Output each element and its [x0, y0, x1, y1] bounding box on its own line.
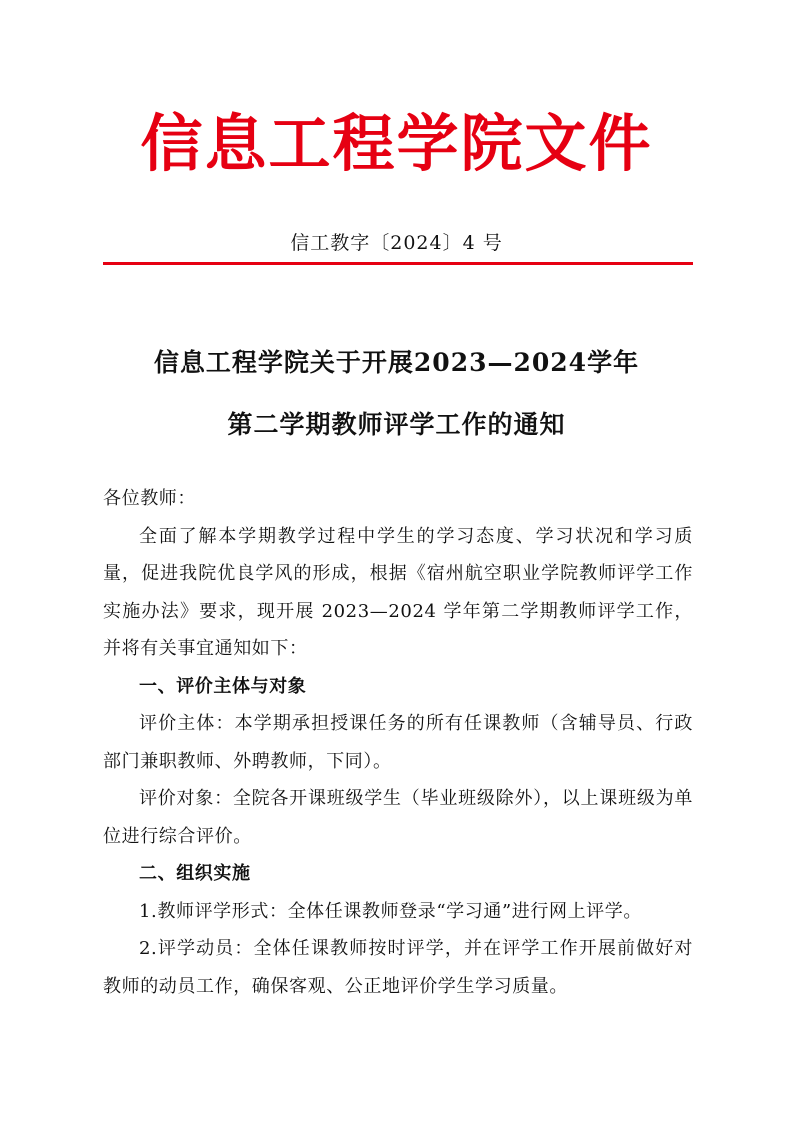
- red-divider-line: [103, 262, 693, 265]
- section-1-paragraph-2: 评价对象：全院各开课班级学生（毕业班级除外），以上课班级为单位进行综合评价。: [103, 788, 693, 847]
- intro-paragraph: 全面了解本学期教学过程中学生的学习态度、学习状况和学习质量，促进我院优良学风的形成，根据《宿州航空职业学院教师评学工作实施办法》要求，现开展 2023—2024 学年第二学期教师评学工作，并将有关事宜通知如下：: [103, 525, 693, 659]
- notice-title-line-1: 信息工程学院关于开展2023—2024学年: [153, 348, 640, 377]
- notice-title-line-2: 第二学期教师评学工作的通知: [227, 410, 566, 439]
- notice-body: [103, 480, 693, 1005]
- section-1-paragraph-1: 评价主体：本学期承担授课任务的所有任课教师（含辅导员、行政部门兼职教师、外聘教师，下同）。: [103, 713, 693, 772]
- section-2-heading: 二、组织实施: [139, 863, 251, 884]
- section-2-paragraph-1: 1.教师评学形式：全体任课教师登录“学习通”进行网上评学。: [139, 900, 642, 922]
- issuing-authority-title: 信息工程学院文件: [140, 107, 653, 180]
- salutation: 各位教师：: [103, 488, 196, 509]
- section-2-paragraph-2: 2.评学动员：全体任课教师按时评学，并在评学工作开展前做好对教师的动员工作，确保客观、公正地评价学生学习质量。: [103, 938, 693, 997]
- section-1-heading: 一、评价主体与对象: [139, 675, 307, 697]
- document-number: 信工教字〔2024〕4 号: [290, 232, 503, 254]
